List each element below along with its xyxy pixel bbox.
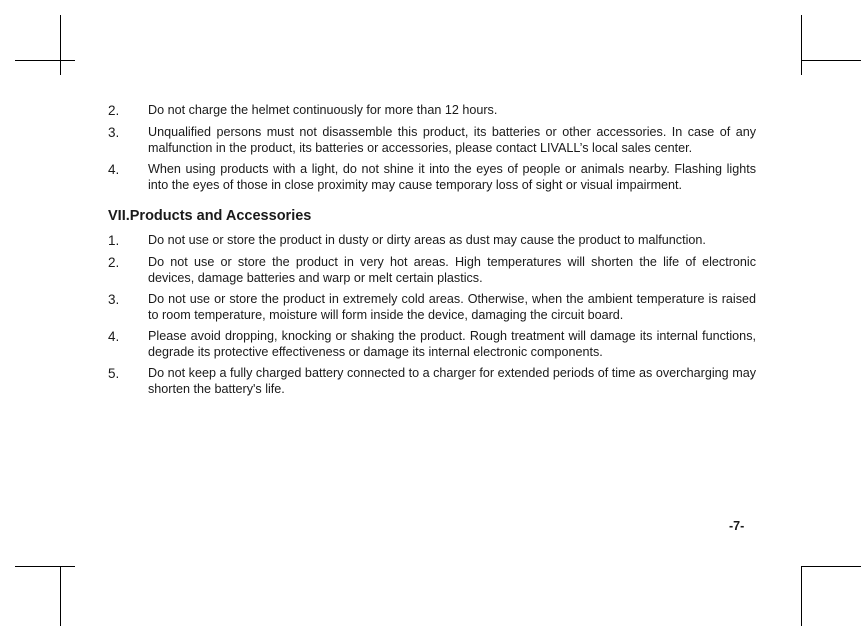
section-heading: VII.Products and Accessories: [108, 208, 312, 224]
item-number: 4.: [108, 162, 120, 177]
item-text: Please avoid dropping, knocking or shaking the product. Rough treatment will damage its internal functions, degrade its protective effectiveness or damage its internal electronic components.: [148, 329, 756, 359]
crop-mark: [60, 566, 61, 626]
list-item: [108, 254, 756, 286]
item-number: 1.: [108, 233, 120, 248]
item-number: 2.: [108, 103, 120, 118]
crop-mark: [15, 60, 75, 61]
item-text: Do not keep a fully charged battery connected to a charger for extended periods of time as overcharging may shorten the battery's life.: [148, 366, 756, 396]
item-number: 5.: [108, 366, 120, 381]
item-text: Do not use or store the product in extremely cold areas. Otherwise, when the ambient temperature is raised to room temperature, moisture will form inside the device, damaging the circuit board.: [148, 292, 756, 322]
page-number: -7-: [729, 519, 745, 533]
item-text: Do not use or store the product in dusty or dirty areas as dust may cause the product to malfunction.: [148, 233, 706, 247]
list-item: [108, 102, 756, 119]
list-item: [108, 365, 756, 397]
products-list: [108, 232, 756, 397]
item-number: 2.: [108, 255, 120, 270]
item-number: 4.: [108, 329, 120, 344]
list-item: [108, 232, 756, 249]
safety-list: [108, 102, 756, 193]
item-number: 3.: [108, 125, 120, 140]
item-text: Do not use or store the product in very hot areas. High temperatures will shorten the life of electronic devices, damage batteries and warp or melt certain plastics.: [148, 255, 756, 285]
crop-mark: [801, 60, 861, 61]
page-content: [108, 102, 756, 397]
crop-mark: [60, 15, 61, 75]
list-item: [108, 124, 756, 156]
crop-mark: [801, 15, 802, 75]
crop-mark: [15, 566, 75, 567]
item-text: Unqualified persons must not disassemble this product, its batteries or other accessories. In case of any malfunction in the product, its batteries or accessories, please contact LIVALL’s local sales center.: [148, 125, 756, 155]
item-number: 3.: [108, 292, 120, 307]
item-text: When using products with a light, do not shine it into the eyes of people or animals nearby. Flashing lights into the eyes of those in close proximity may cause temporary loss of sight or visual impairment.: [148, 162, 756, 192]
list-item: [108, 328, 756, 360]
crop-mark: [801, 566, 861, 567]
crop-mark: [801, 566, 802, 626]
item-text: Do not charge the helmet continuously for more than 12 hours.: [148, 103, 498, 117]
list-item: [108, 161, 756, 193]
list-item: [108, 291, 756, 323]
